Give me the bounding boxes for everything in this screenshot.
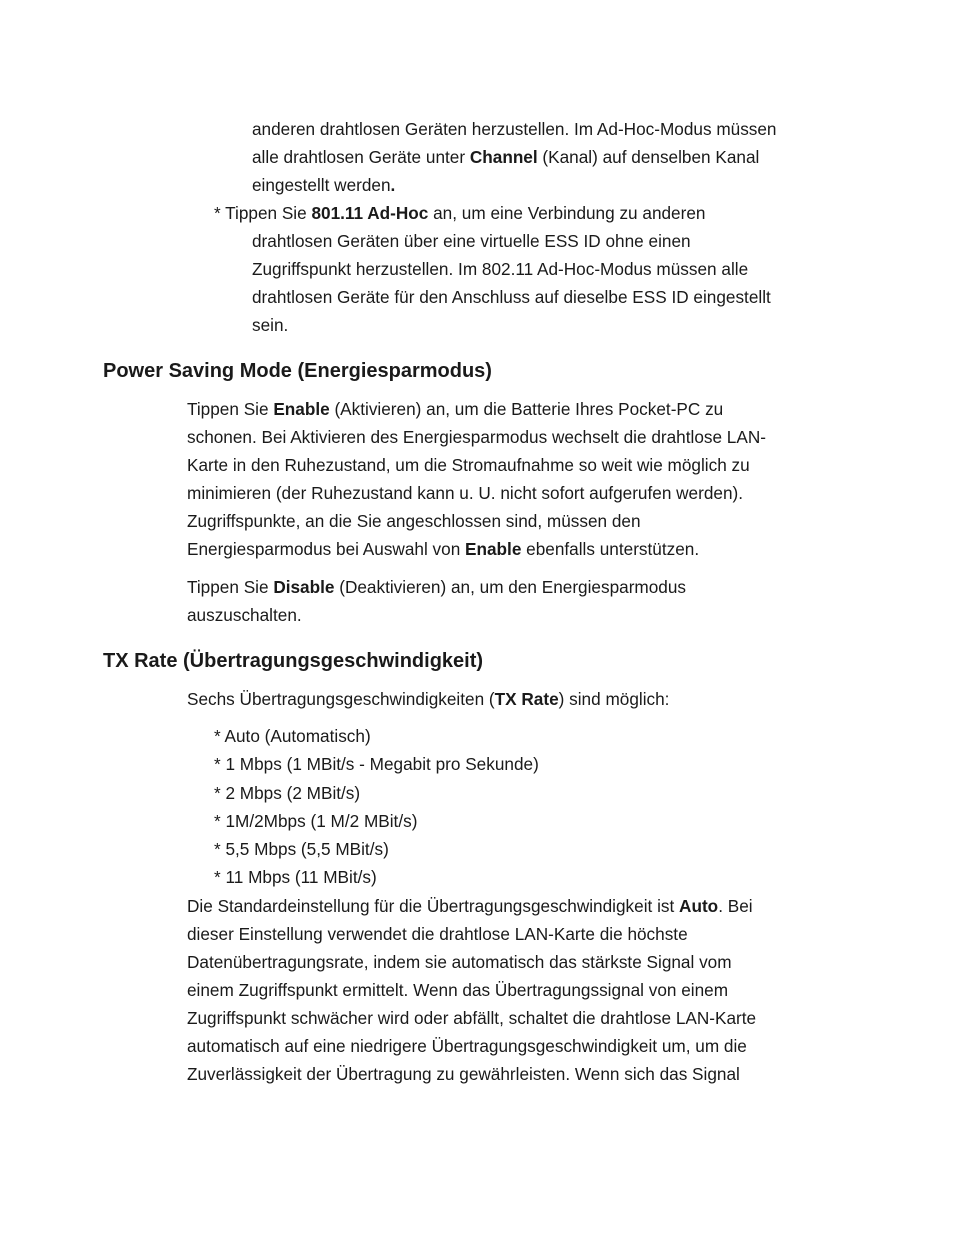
list-item: * 2 Mbps (2 MBit/s)	[214, 783, 361, 803]
text-line: Datenübertragungsrate, indem sie automatisch das stärkste Signal vom	[187, 952, 732, 972]
text-line: einem Zugriffspunkt ermittelt. Wenn das Übertragungssignal von einem	[187, 980, 729, 1000]
section-heading: TX Rate (Übertragungsgeschwindigkeit)	[103, 650, 484, 672]
text-line: automatisch auf eine niedrigere Übertragungsgeschwindigkeit um, um die	[187, 1036, 747, 1056]
text-line: Zugriffspunkt schwächer wird oder abfällt, schaltet die drahtlose LAN-Karte	[187, 1008, 757, 1028]
text-line: eingestellt werden.	[252, 175, 396, 195]
text-line: minimieren (der Ruhezustand kann u. U. nicht sofort aufgerufen werden).	[187, 483, 744, 503]
text-line: Energiesparmodus bei Auswahl von Enable ebenfalls unterstützen.	[187, 539, 700, 559]
list-item: * 5,5 Mbps (5,5 MBit/s)	[214, 839, 389, 859]
text-line: Zugriffspunkte, an die Sie angeschlossen sind, müssen den	[187, 511, 641, 531]
text-line: dieser Einstellung verwendet die drahtlose LAN-Karte die höchste	[187, 924, 688, 944]
text-line: auszuschalten.	[187, 605, 302, 625]
list-item: * 1M/2Mbps (1 M/2 MBit/s)	[214, 811, 418, 831]
text-line: drahtlosen Geräten über eine virtuelle ESS ID ohne einen	[252, 231, 691, 251]
text-line: Sechs Übertragungsgeschwindigkeiten (TX Rate) sind möglich:	[187, 689, 670, 709]
text-line: Zuverlässigkeit der Übertragung zu gewährleisten. Wenn sich das Signal	[187, 1064, 740, 1084]
text-line: anderen drahtlosen Geräten herzustellen. Im Ad-Hoc-Modus müssen	[252, 119, 777, 139]
text-line: sein.	[252, 315, 289, 335]
text-line: alle drahtlosen Geräte unter Channel (Kanal) auf denselben Kanal	[252, 147, 760, 167]
text-line: Die Standardeinstellung für die Übertragungsgeschwindigkeit ist Auto. Bei	[187, 896, 753, 916]
text-line: Tippen Sie Enable (Aktivieren) an, um die Batterie Ihres Pocket-PC zu	[187, 399, 724, 419]
list-item: * 11 Mbps (11 MBit/s)	[214, 867, 377, 887]
list-item: * Auto (Automatisch)	[214, 726, 371, 746]
text-line: schonen. Bei Aktivieren des Energiesparmodus wechselt die drahtlose LAN-	[187, 427, 766, 447]
list-item: * 1 Mbps (1 MBit/s - Megabit pro Sekunde)	[214, 754, 539, 774]
text-line: Karte in den Ruhezustand, um die Stromaufnahme so weit wie möglich zu	[187, 455, 750, 475]
text-line: drahtlosen Geräte für den Anschluss auf dieselbe ESS ID eingestellt	[252, 287, 771, 307]
bullet-item: * Tippen Sie 801.11 Ad-Hoc an, um eine Verbindung zu anderen	[214, 203, 706, 223]
text-line: Tippen Sie Disable (Deaktivieren) an, um den Energiesparmodus	[187, 577, 687, 597]
text-line: Zugriffspunkt herzustellen. Im 802.11 Ad-Hoc-Modus müssen alle	[252, 259, 749, 279]
section-heading: Power Saving Mode (Energiesparmodus)	[103, 360, 492, 382]
